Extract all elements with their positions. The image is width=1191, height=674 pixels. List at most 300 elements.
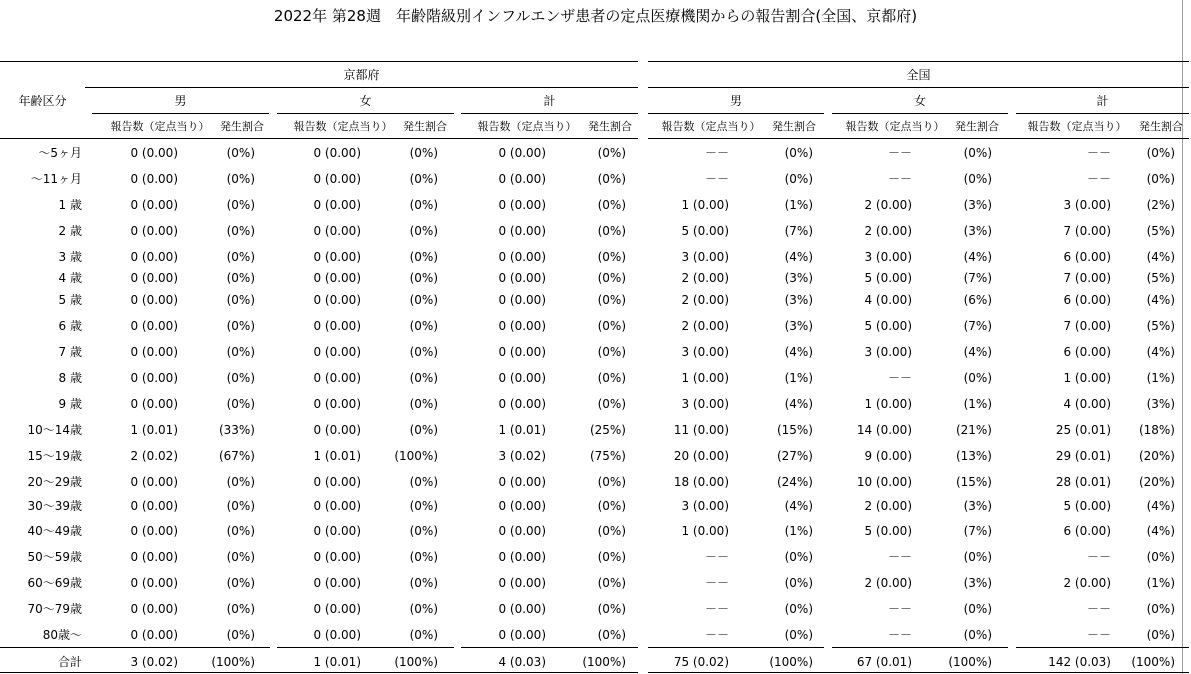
rate-cell: (100%)	[394, 449, 438, 463]
rate-cell: (3%)	[1146, 397, 1175, 411]
report-count-cell: 0 (0.00)	[498, 475, 546, 489]
table-row	[0, 499, 1191, 513]
report-count-cell: 1 (0.00)	[864, 397, 912, 411]
sex-column-header: 女	[913, 94, 926, 108]
rate-cell: (3%)	[963, 576, 992, 590]
report-count-cell: 0 (0.00)	[130, 250, 178, 264]
report-count-cell: 28 (0.01)	[1055, 475, 1111, 489]
rate-cell: (0%)	[963, 550, 992, 564]
age-column-header: 年齢区分	[18, 94, 67, 108]
report-count-cell: 1 (0.00)	[681, 524, 729, 538]
report-count-cell: 0 (0.00)	[313, 172, 361, 186]
rate-cell: (0%)	[226, 146, 255, 160]
report-count-cell: 2 (0.00)	[864, 499, 912, 513]
table-rule	[0, 138, 638, 139]
table-row	[0, 224, 1191, 238]
rate-cell: (0%)	[409, 371, 438, 385]
table-rule	[461, 647, 638, 648]
report-count-cell: 25 (0.01)	[1055, 423, 1111, 437]
report-count-cell: －－	[1086, 628, 1111, 642]
report-count-cell: 0 (0.00)	[313, 271, 361, 285]
report-count-cell: －－	[887, 371, 912, 385]
rate-cell: (1%)	[784, 198, 813, 212]
report-count-cell: 75 (0.02)	[673, 655, 729, 669]
rate-cell: (0%)	[597, 198, 626, 212]
rate-cell: (0%)	[226, 576, 255, 590]
rate-cell: (3%)	[963, 198, 992, 212]
rate-cell: (0%)	[409, 524, 438, 538]
rate-cell: (0%)	[409, 628, 438, 642]
report-count-cell: 2 (0.00)	[864, 576, 912, 590]
report-count-cell: 3 (0.02)	[498, 449, 546, 463]
report-count-cell: 1 (0.00)	[681, 371, 729, 385]
table-row	[0, 524, 1191, 538]
report-count-cell: 1 (0.01)	[313, 449, 361, 463]
report-count-cell: 0 (0.00)	[313, 250, 361, 264]
age-group-label: 3 歳	[58, 250, 82, 264]
report-count-cell: 0 (0.00)	[498, 345, 546, 359]
table-rule	[0, 647, 270, 648]
report-count-cell: 4 (0.00)	[1063, 397, 1111, 411]
rate-cell: (7%)	[963, 524, 992, 538]
report-count-cell: 0 (0.00)	[313, 224, 361, 238]
report-count-cell: 0 (0.00)	[313, 319, 361, 333]
report-count-cell: －－	[1086, 172, 1111, 186]
report-count-cell: 0 (0.00)	[498, 499, 546, 513]
rate-cell: (0%)	[597, 602, 626, 616]
rate-cell: (0%)	[597, 271, 626, 285]
report-count-cell: 0 (0.00)	[313, 423, 361, 437]
sex-column-header: 計	[543, 94, 556, 108]
report-count-cell: －－	[887, 146, 912, 160]
report-count-subheader: 報告数（定点当り）	[845, 120, 945, 133]
rate-cell: (100%)	[769, 655, 813, 669]
table-rule	[0, 61, 638, 62]
report-count-cell: 142 (0.03)	[1048, 655, 1111, 669]
report-count-cell: 3 (0.00)	[681, 397, 729, 411]
table-row	[0, 319, 1191, 333]
rate-cell: (0%)	[963, 172, 992, 186]
rate-cell: (25%)	[589, 423, 626, 437]
rate-cell: (24%)	[776, 475, 813, 489]
rate-cell: (0%)	[1146, 628, 1175, 642]
region-group-header: 京都府	[343, 68, 380, 82]
report-count-cell: 0 (0.00)	[498, 250, 546, 264]
table-row	[0, 345, 1191, 359]
rate-cell: (0%)	[226, 224, 255, 238]
report-count-cell: 0 (0.00)	[498, 371, 546, 385]
rate-subheader: 発生割合	[955, 120, 999, 133]
rate-cell: (18%)	[1138, 423, 1175, 437]
rate-subheader: 発生割合	[403, 120, 447, 133]
rate-cell: (100%)	[582, 655, 626, 669]
table-row	[0, 172, 1191, 186]
report-count-cell: －－	[887, 628, 912, 642]
rate-cell: (0%)	[1146, 550, 1175, 564]
age-group-label: 8 歳	[58, 371, 82, 385]
report-count-cell: 4 (0.03)	[498, 655, 546, 669]
rate-cell: (0%)	[226, 499, 255, 513]
rate-cell: (0%)	[409, 198, 438, 212]
report-count-cell: 3 (0.00)	[1063, 198, 1111, 212]
report-count-cell: 0 (0.00)	[130, 475, 178, 489]
rate-cell: (0%)	[597, 319, 626, 333]
rate-cell: (0%)	[409, 271, 438, 285]
age-group-label: 〜5ヶ月	[38, 146, 82, 160]
age-group-label: 50〜59歳	[27, 550, 82, 564]
table-rule	[1016, 647, 1189, 648]
report-count-cell: 0 (0.00)	[130, 319, 178, 333]
rate-cell: (0%)	[597, 524, 626, 538]
rate-cell: (2%)	[1146, 198, 1175, 212]
report-count-cell: 5 (0.00)	[1063, 499, 1111, 513]
rate-subheader: 発生割合	[772, 120, 816, 133]
report-count-cell: 0 (0.00)	[498, 224, 546, 238]
report-count-cell: 0 (0.00)	[313, 475, 361, 489]
age-group-label: 5 歳	[58, 293, 82, 307]
report-count-cell: 0 (0.00)	[313, 345, 361, 359]
rate-cell: (0%)	[1146, 602, 1175, 616]
table-row	[0, 475, 1191, 489]
report-count-cell: 0 (0.00)	[130, 371, 178, 385]
rate-cell: (0%)	[597, 397, 626, 411]
report-count-cell: 0 (0.00)	[313, 499, 361, 513]
report-count-subheader: 報告数（定点当り）	[110, 120, 210, 133]
report-count-subheader: 報告数（定点当り）	[293, 120, 393, 133]
age-group-label: 9 歳	[58, 397, 82, 411]
report-count-cell: 0 (0.00)	[498, 602, 546, 616]
report-count-cell: 3 (0.00)	[681, 345, 729, 359]
table-rule	[461, 113, 638, 114]
report-count-cell: 0 (0.00)	[130, 271, 178, 285]
rate-cell: (0%)	[597, 475, 626, 489]
rate-cell: (0%)	[409, 224, 438, 238]
rate-cell: (20%)	[1138, 449, 1175, 463]
table-rule	[1016, 113, 1189, 114]
report-count-cell: 2 (0.00)	[681, 293, 729, 307]
rate-cell: (0%)	[226, 475, 255, 489]
report-count-cell: －－	[1086, 550, 1111, 564]
rate-cell: (0%)	[226, 524, 255, 538]
rate-cell: (0%)	[784, 146, 813, 160]
rate-cell: (0%)	[409, 423, 438, 437]
table-rule	[648, 61, 1189, 62]
rate-cell: (4%)	[784, 397, 813, 411]
report-count-cell: 3 (0.00)	[864, 345, 912, 359]
report-count-cell: －－	[887, 172, 912, 186]
rate-cell: (0%)	[597, 371, 626, 385]
report-count-cell: 0 (0.00)	[498, 293, 546, 307]
report-count-cell: 7 (0.00)	[1063, 271, 1111, 285]
report-count-cell: 0 (0.00)	[498, 524, 546, 538]
rate-cell: (75%)	[589, 449, 626, 463]
age-group-label: 2 歳	[58, 224, 82, 238]
table-rule	[85, 87, 638, 88]
table-row	[0, 397, 1191, 411]
table-row	[0, 449, 1191, 463]
report-count-cell: 18 (0.00)	[673, 475, 729, 489]
age-group-label: 30〜39歳	[27, 499, 82, 513]
report-count-cell: 0 (0.00)	[130, 293, 178, 307]
rate-cell: (0%)	[784, 576, 813, 590]
report-count-cell: 0 (0.00)	[313, 198, 361, 212]
age-group-label: 70〜79歳	[27, 602, 82, 616]
rate-cell: (0%)	[409, 172, 438, 186]
report-count-cell: 2 (0.00)	[681, 319, 729, 333]
rate-cell: (0%)	[409, 319, 438, 333]
report-count-cell: 0 (0.00)	[498, 576, 546, 590]
report-count-cell: 0 (0.00)	[130, 146, 178, 160]
report-count-cell: 0 (0.00)	[130, 172, 178, 186]
table-rule	[648, 87, 1189, 88]
rate-cell: (0%)	[409, 475, 438, 489]
rate-cell: (0%)	[963, 371, 992, 385]
report-count-cell: 0 (0.00)	[498, 146, 546, 160]
rate-cell: (0%)	[784, 602, 813, 616]
table-row	[0, 602, 1191, 616]
sex-column-header: 計	[1096, 94, 1109, 108]
rate-cell: (33%)	[218, 423, 255, 437]
age-group-label: 60〜69歳	[27, 576, 82, 590]
report-count-cell: 0 (0.00)	[498, 550, 546, 564]
rate-cell: (0%)	[963, 602, 992, 616]
report-count-cell: －－	[887, 550, 912, 564]
rate-cell: (0%)	[597, 293, 626, 307]
rate-cell: (100%)	[394, 655, 438, 669]
sex-column-header: 男	[729, 94, 742, 108]
rate-cell: (0%)	[597, 146, 626, 160]
table-rule	[832, 113, 1008, 114]
table-row	[0, 423, 1191, 437]
report-count-cell: 6 (0.00)	[1063, 524, 1111, 538]
table-rule	[277, 113, 454, 114]
report-count-cell: 0 (0.00)	[130, 198, 178, 212]
report-count-cell: －－	[704, 602, 729, 616]
rate-cell: (0%)	[226, 271, 255, 285]
rate-cell: (0%)	[597, 345, 626, 359]
rate-cell: (0%)	[226, 345, 255, 359]
rate-cell: (7%)	[963, 271, 992, 285]
rate-cell: (0%)	[597, 224, 626, 238]
report-count-cell: 2 (0.00)	[864, 198, 912, 212]
rate-cell: (1%)	[963, 397, 992, 411]
age-group-label: 15〜19歳	[27, 449, 82, 463]
age-group-label: 6 歳	[58, 319, 82, 333]
report-count-cell: 10 (0.00)	[856, 475, 912, 489]
report-count-cell: 3 (0.02)	[130, 655, 178, 669]
report-count-cell: 6 (0.00)	[1063, 345, 1111, 359]
rate-cell: (7%)	[963, 319, 992, 333]
rate-cell: (20%)	[1138, 475, 1175, 489]
rate-cell: (0%)	[226, 397, 255, 411]
table-rule	[648, 113, 824, 114]
report-count-cell: 0 (0.00)	[130, 499, 178, 513]
rate-cell: (0%)	[409, 499, 438, 513]
rate-cell: (0%)	[963, 146, 992, 160]
report-count-cell: 0 (0.00)	[498, 319, 546, 333]
rate-cell: (0%)	[226, 198, 255, 212]
report-count-cell: 2 (0.00)	[681, 271, 729, 285]
region-group-header: 全国	[906, 68, 931, 82]
report-count-cell: 67 (0.01)	[856, 655, 912, 669]
rate-cell: (4%)	[963, 250, 992, 264]
rate-cell: (4%)	[1146, 345, 1175, 359]
report-count-cell: 0 (0.00)	[313, 628, 361, 642]
age-group-label: 〜11ヶ月	[30, 172, 82, 186]
age-group-label: 1 歳	[58, 198, 82, 212]
rate-cell: (5%)	[1146, 224, 1175, 238]
report-count-cell: －－	[704, 628, 729, 642]
rate-cell: (0%)	[226, 602, 255, 616]
sex-column-header: 女	[359, 94, 372, 108]
report-count-cell: 0 (0.00)	[130, 628, 178, 642]
rate-cell: (0%)	[226, 172, 255, 186]
table-rule	[832, 647, 1008, 648]
rate-cell: (15%)	[955, 475, 992, 489]
report-count-cell: －－	[1086, 602, 1111, 616]
rate-cell: (0%)	[784, 550, 813, 564]
report-count-cell: 1 (0.01)	[130, 423, 178, 437]
report-count-cell: 0 (0.00)	[498, 397, 546, 411]
rate-cell: (4%)	[784, 499, 813, 513]
rate-cell: (0%)	[409, 345, 438, 359]
report-count-subheader: 報告数（定点当り）	[1027, 120, 1127, 133]
rate-cell: (4%)	[784, 250, 813, 264]
report-count-cell: 5 (0.00)	[864, 319, 912, 333]
rate-cell: (4%)	[1146, 293, 1175, 307]
rate-cell: (0%)	[226, 550, 255, 564]
rate-cell: (3%)	[963, 499, 992, 513]
rate-cell: (0%)	[226, 628, 255, 642]
rate-subheader: 発生割合	[588, 120, 632, 133]
table-rule	[648, 138, 1189, 139]
rate-cell: (6%)	[963, 293, 992, 307]
table-row	[0, 371, 1191, 385]
table-rule	[277, 647, 454, 648]
age-group-label: 20〜29歳	[27, 475, 82, 489]
report-count-cell: －－	[887, 602, 912, 616]
rate-cell: (0%)	[409, 146, 438, 160]
rate-cell: (4%)	[784, 345, 813, 359]
table-row	[0, 271, 1191, 285]
table-row	[0, 628, 1191, 642]
rate-cell: (7%)	[784, 224, 813, 238]
rate-cell: (0%)	[784, 628, 813, 642]
report-count-cell: 0 (0.00)	[313, 371, 361, 385]
report-count-cell: 0 (0.00)	[313, 602, 361, 616]
age-group-label: 7 歳	[58, 345, 82, 359]
report-count-cell: 9 (0.00)	[864, 449, 912, 463]
table-row	[0, 198, 1191, 212]
rate-subheader: 発生割合	[1139, 120, 1183, 133]
report-count-cell: －－	[704, 146, 729, 160]
report-count-cell: 0 (0.00)	[498, 198, 546, 212]
rate-cell: (1%)	[1146, 576, 1175, 590]
rate-cell: (4%)	[1146, 524, 1175, 538]
table-row	[0, 146, 1191, 160]
report-count-cell: 11 (0.00)	[673, 423, 729, 437]
rate-cell: (5%)	[1146, 319, 1175, 333]
report-count-cell: －－	[1086, 146, 1111, 160]
page-title: 2022年 第28週 年齢階級別インフルエンザ患者の定点医療機関からの報告割合(全国、京都府)	[273, 7, 918, 25]
report-count-cell: 6 (0.00)	[1063, 250, 1111, 264]
rate-cell: (0%)	[226, 319, 255, 333]
rate-cell: (21%)	[955, 423, 992, 437]
table-row	[0, 550, 1191, 564]
report-count-cell: 2 (0.02)	[130, 449, 178, 463]
report-count-subheader: 報告数（定点当り）	[661, 120, 761, 133]
table-row	[0, 250, 1191, 264]
rate-cell: (0%)	[409, 550, 438, 564]
rate-cell: (0%)	[409, 602, 438, 616]
rate-cell: (0%)	[409, 576, 438, 590]
table-rule	[0, 672, 638, 673]
report-count-cell: 1 (0.00)	[1063, 371, 1111, 385]
report-count-cell: 0 (0.00)	[313, 524, 361, 538]
sex-column-header: 男	[174, 94, 187, 108]
rate-cell: (1%)	[784, 524, 813, 538]
rate-subheader: 発生割合	[220, 120, 264, 133]
rate-cell: (0%)	[226, 371, 255, 385]
table-rule	[92, 113, 269, 114]
report-count-cell: 2 (0.00)	[864, 224, 912, 238]
rate-cell: (0%)	[597, 499, 626, 513]
rate-cell: (0%)	[963, 628, 992, 642]
rate-cell: (100%)	[948, 655, 992, 669]
report-count-cell: 14 (0.00)	[856, 423, 912, 437]
report-count-cell: 7 (0.00)	[1063, 224, 1111, 238]
table-row	[0, 293, 1191, 307]
rate-cell: (0%)	[597, 628, 626, 642]
age-group-label: 4 歳	[58, 271, 82, 285]
rate-cell: (1%)	[1146, 371, 1175, 385]
report-count-cell: 0 (0.00)	[130, 550, 178, 564]
rate-cell: (0%)	[784, 172, 813, 186]
report-count-cell: 0 (0.00)	[130, 345, 178, 359]
rate-cell: (3%)	[963, 224, 992, 238]
rate-cell: (0%)	[597, 550, 626, 564]
report-count-subheader: 報告数（定点当り）	[477, 120, 577, 133]
age-group-label: 40〜49歳	[27, 524, 82, 538]
report-count-cell: 20 (0.00)	[673, 449, 729, 463]
rate-cell: (3%)	[784, 293, 813, 307]
table-rule	[648, 672, 1189, 673]
rate-cell: (3%)	[784, 319, 813, 333]
report-count-cell: 0 (0.00)	[498, 271, 546, 285]
rate-cell: (15%)	[776, 423, 813, 437]
rate-cell: (0%)	[1146, 172, 1175, 186]
rate-cell: (100%)	[1131, 655, 1175, 669]
age-group-label: 10〜14歳	[27, 423, 82, 437]
rate-cell: (4%)	[1146, 499, 1175, 513]
report-count-cell: 0 (0.00)	[130, 602, 178, 616]
table-row	[0, 576, 1191, 590]
report-count-cell: 0 (0.00)	[498, 172, 546, 186]
report-count-cell: 0 (0.00)	[313, 146, 361, 160]
rate-cell: (5%)	[1146, 271, 1175, 285]
rate-cell: (4%)	[1146, 250, 1175, 264]
report-count-cell: 0 (0.00)	[130, 524, 178, 538]
rate-cell: (3%)	[784, 271, 813, 285]
report-count-cell: －－	[704, 550, 729, 564]
report-count-cell: －－	[704, 172, 729, 186]
rate-cell: (0%)	[597, 172, 626, 186]
rate-cell: (0%)	[409, 397, 438, 411]
rate-cell: (0%)	[597, 576, 626, 590]
report-count-cell: 1 (0.01)	[313, 655, 361, 669]
rate-cell: (0%)	[409, 250, 438, 264]
report-count-cell: 29 (0.01)	[1055, 449, 1111, 463]
